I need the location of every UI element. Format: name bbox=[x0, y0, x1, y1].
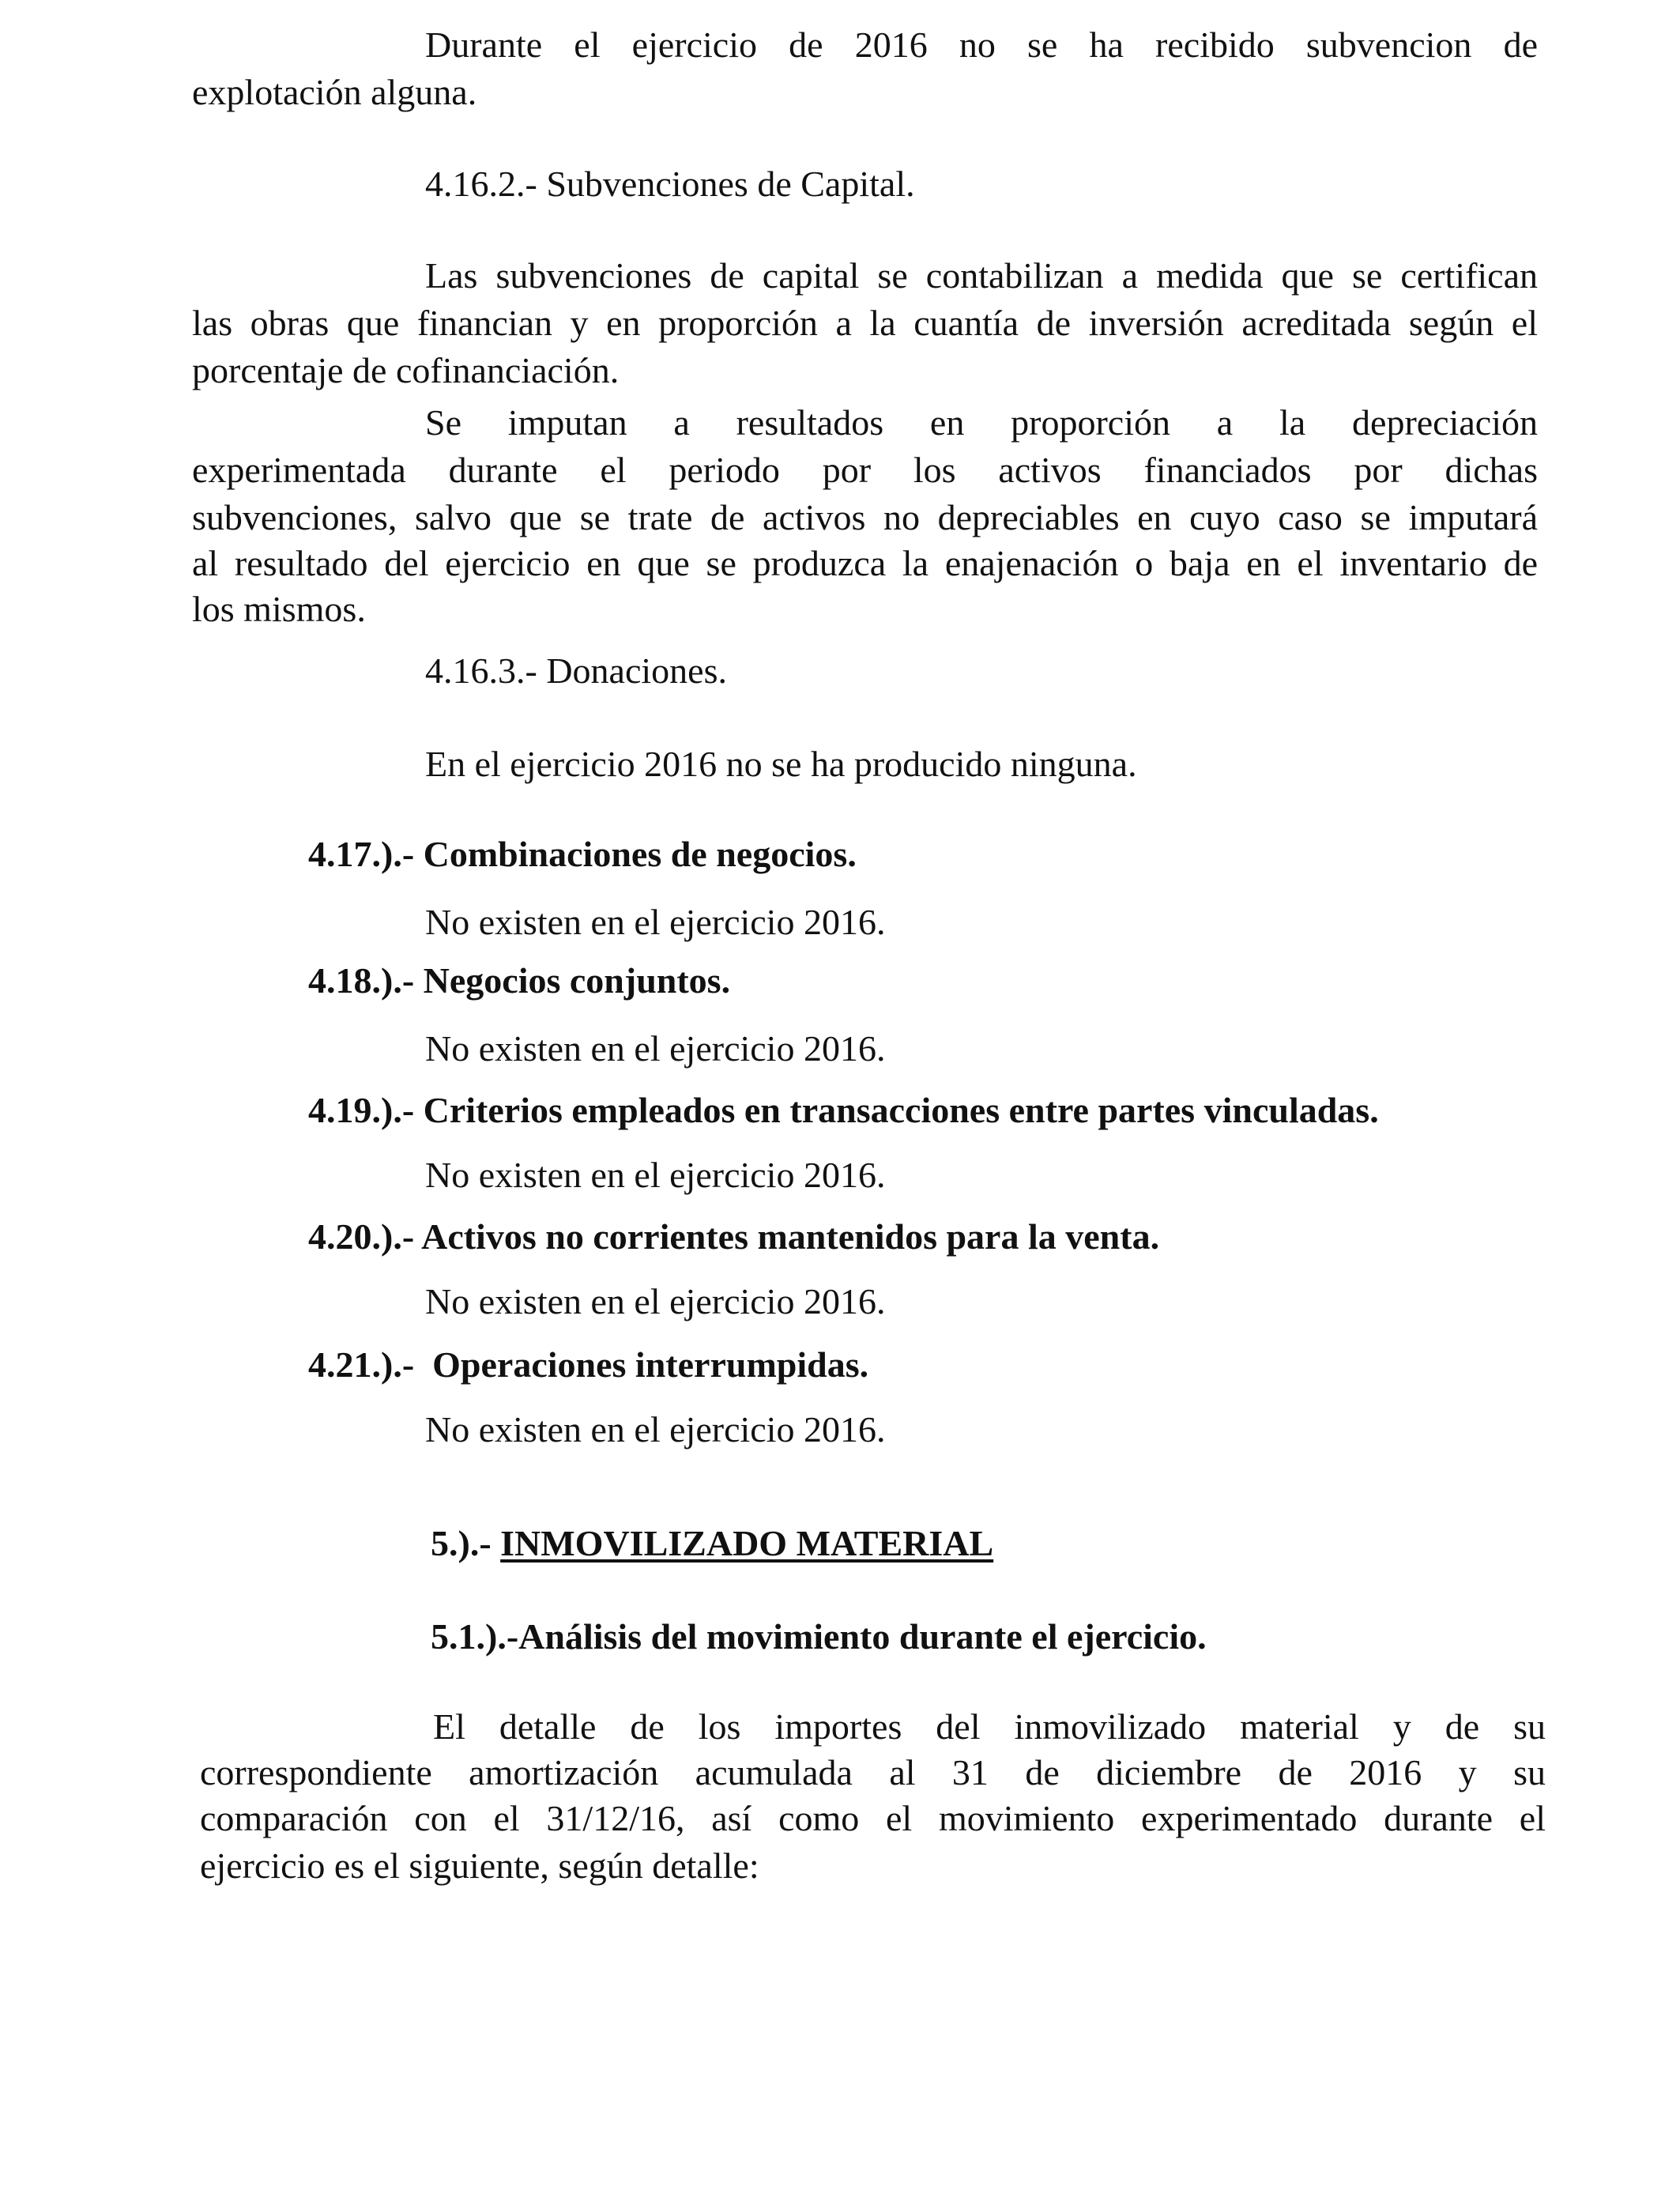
chapter-heading bbox=[431, 1521, 993, 1566]
paragraph-line: explotación alguna. bbox=[192, 72, 477, 112]
paragraph-line: al resultado del ejercicio en que se produzca la enajenación o baja en el inventario de bbox=[192, 543, 1538, 583]
section-text: No existen en el ejercicio 2016. bbox=[425, 1155, 886, 1195]
paragraph-line: comparación con el 31/12/16, así como el movimiento experimentado durante el bbox=[200, 1798, 1546, 1838]
paragraph-line: porcentaje de cofinanciación. bbox=[192, 350, 620, 390]
section-text: No existen en el ejercicio 2016. bbox=[425, 1028, 886, 1069]
section-text: No existen en el ejercicio 2016. bbox=[425, 1281, 886, 1321]
paragraph-line: En el ejercicio 2016 no se ha producido ninguna. bbox=[425, 744, 1137, 784]
section-heading: 4.17.).- Combinaciones de negocios. bbox=[308, 834, 857, 874]
subsection-heading: 5.1.).-Análisis del movimiento durante el ejercicio. bbox=[431, 1616, 1207, 1657]
paragraph-line: los mismos. bbox=[192, 589, 366, 629]
chapter-title: INMOVILIZADO MATERIAL bbox=[500, 1523, 994, 1563]
section-heading: 4.18.).- Negocios conjuntos. bbox=[308, 960, 731, 1001]
subsection-heading: 4.16.3.- Donaciones. bbox=[425, 650, 727, 691]
section-heading: 4.21.).- Operaciones interrumpidas. bbox=[308, 1344, 869, 1385]
section-heading: 4.19.).- Criterios empleados en transacciones entre partes vinculadas. bbox=[308, 1090, 1379, 1130]
paragraph-line: Las subvenciones de capital se contabilizan a medida que se certifican bbox=[425, 255, 1538, 296]
subsection-heading: 4.16.2.- Subvenciones de Capital. bbox=[425, 164, 915, 204]
section-heading: 4.20.).- Activos no corrientes mantenidos para la venta. bbox=[308, 1216, 1160, 1257]
paragraph-line: las obras que financian y en proporción a la cuantía de inversión acreditada según el bbox=[192, 303, 1538, 343]
chapter-number: 5.).- bbox=[431, 1523, 501, 1563]
paragraph-line: El detalle de los importes del inmovilizado material y de su bbox=[433, 1706, 1546, 1747]
paragraph-line: Durante el ejercicio de 2016 no se ha recibido subvencion de bbox=[425, 25, 1538, 65]
paragraph-line: subvenciones, salvo que se trate de activos no depreciables en cuyo caso se imputará bbox=[192, 497, 1538, 537]
section-text: No existen en el ejercicio 2016. bbox=[425, 1409, 886, 1449]
paragraph-line: correspondiente amortización acumulada al 31 de diciembre de 2016 y su bbox=[200, 1752, 1546, 1793]
paragraph-line: experimentada durante el periodo por los activos financiados por dichas bbox=[192, 450, 1538, 490]
section-text: No existen en el ejercicio 2016. bbox=[425, 902, 886, 942]
paragraph-line: ejercicio es el siguiente, según detalle: bbox=[200, 1845, 759, 1886]
paragraph-line: Se imputan a resultados en proporción a la depreciación bbox=[425, 402, 1538, 443]
